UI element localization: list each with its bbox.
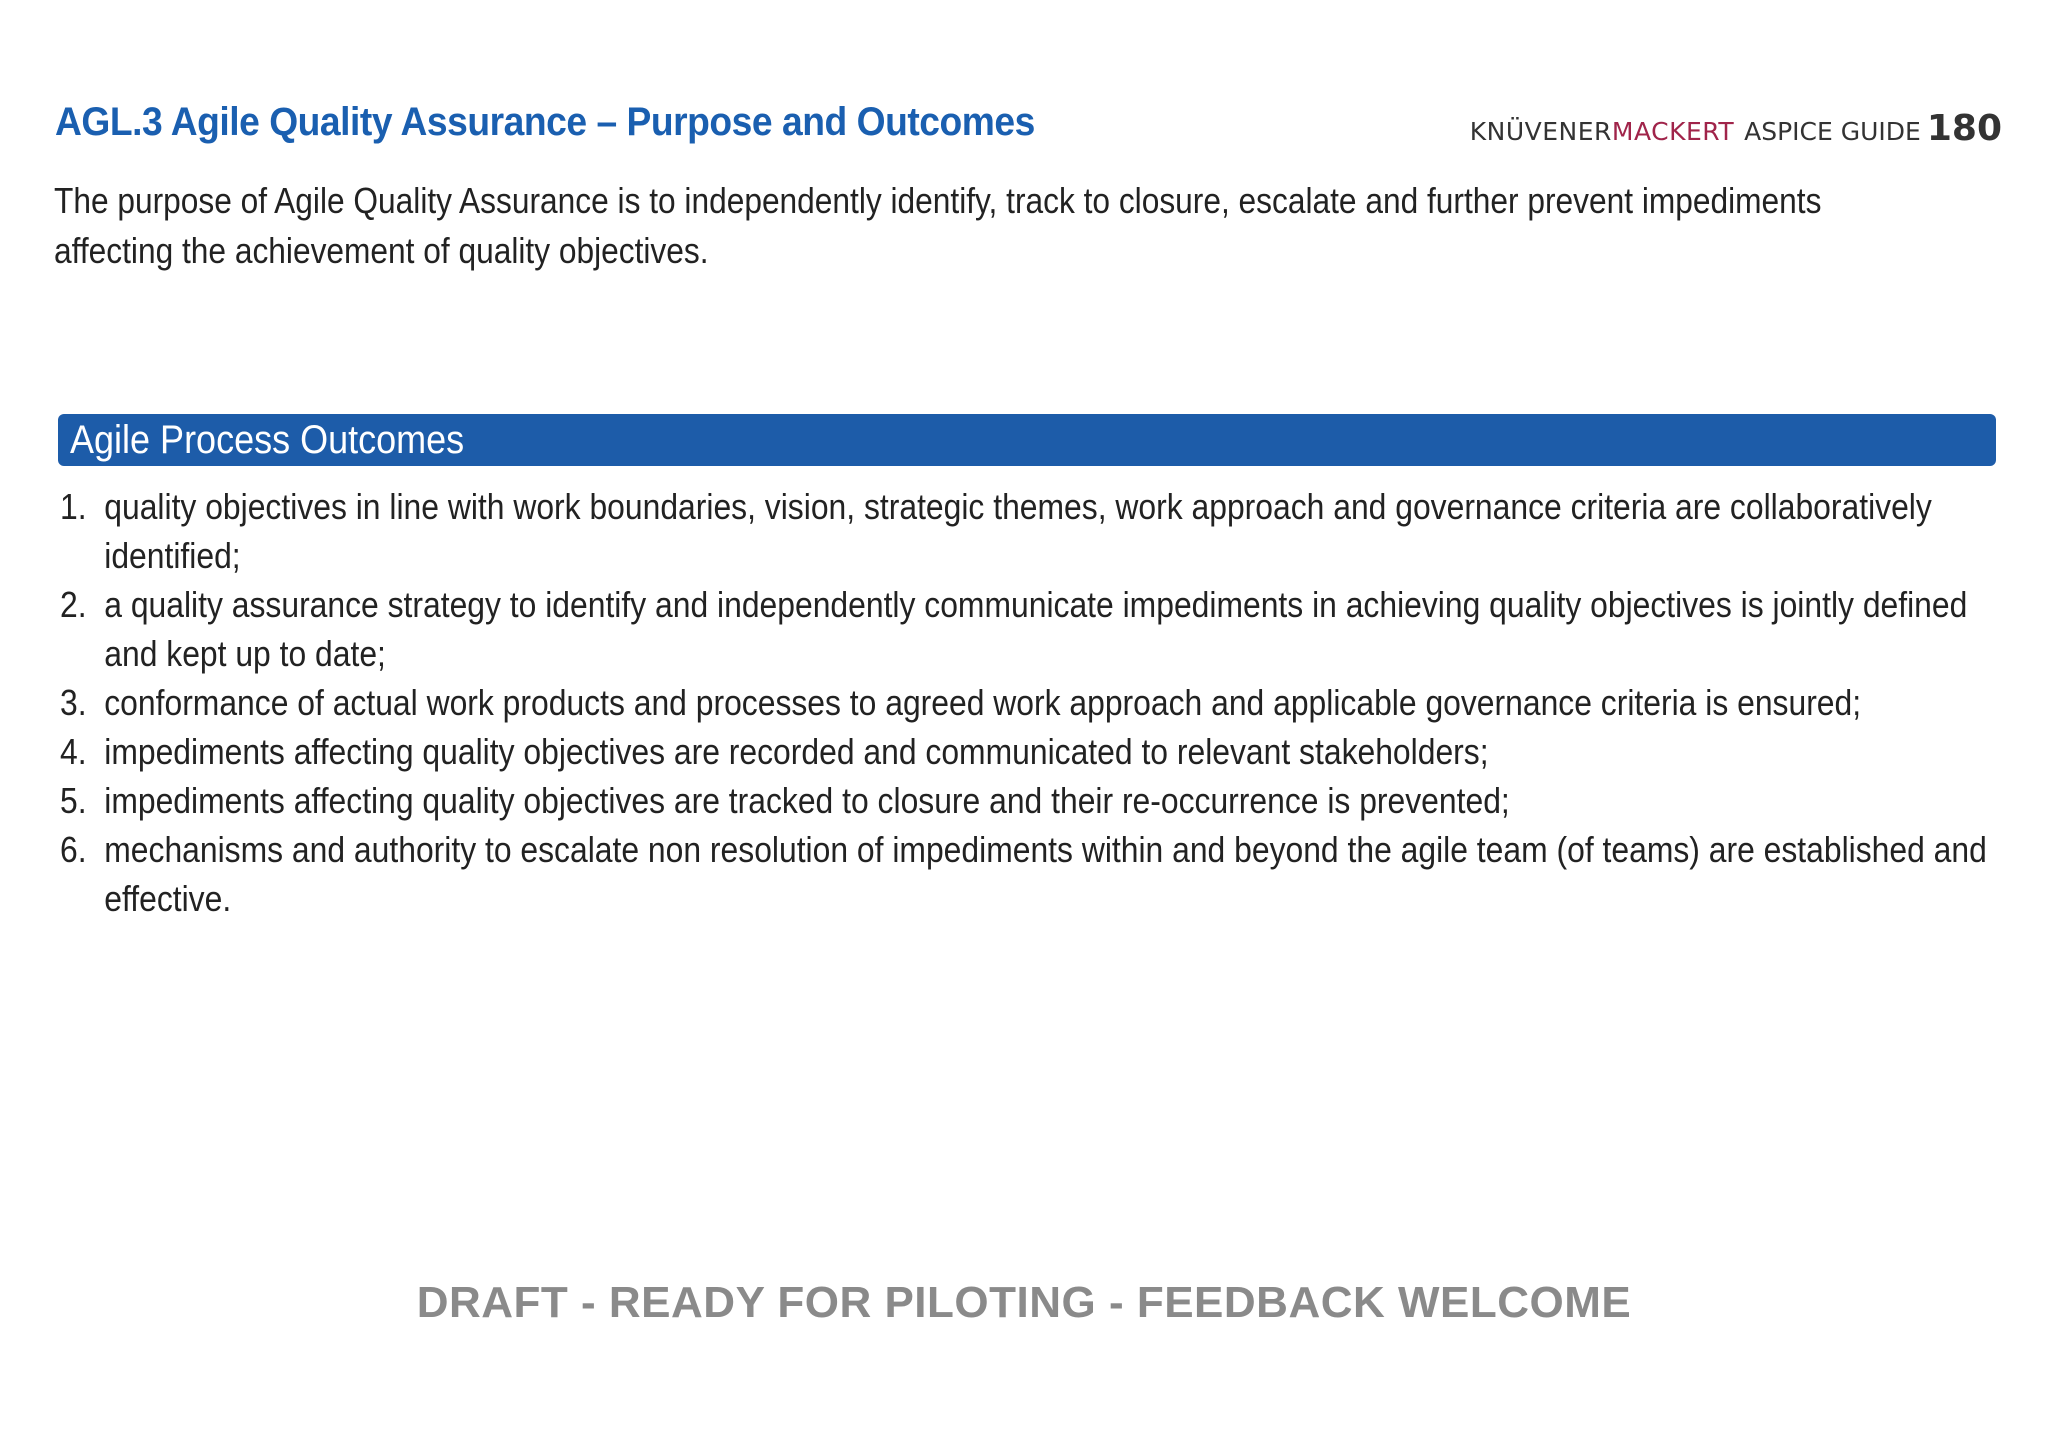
- outcome-item: [60, 580, 1989, 678]
- outcome-text: conformance of actual work products and processes to agreed work approach and applicable governance criteria is ensured;: [104, 682, 1862, 723]
- brand-logo-part2: MACKERT: [1611, 117, 1735, 146]
- outcome-number: 4.: [60, 731, 87, 772]
- brand-guide-label: ASPICE GUIDE: [1744, 117, 1921, 146]
- outcomes-section-title: Agile Process Outcomes: [70, 418, 465, 462]
- outcome-number: 1.: [60, 486, 87, 527]
- outcome-item: [60, 776, 1989, 825]
- outcome-item: [60, 825, 1989, 923]
- outcome-item: [60, 482, 1989, 580]
- brand-logo-part1: KNÜVENER: [1469, 117, 1612, 146]
- outcome-number: 5.: [60, 780, 87, 821]
- outcome-number: 6.: [60, 829, 87, 870]
- brand-header: [1470, 108, 2002, 149]
- outcome-text: mechanisms and authority to escalate non resolution of impediments within and beyond the agile team (of teams) are established and effective.: [104, 829, 1987, 919]
- outcome-text: a quality assurance strategy to identify and independently communicate impediments in achieving quality objectives is jointly defined and kept up to date;: [104, 584, 1968, 674]
- page-number: 180: [1926, 108, 2002, 149]
- page-title: AGL.3 Agile Quality Assurance – Purpose and Outcomes: [55, 100, 1035, 144]
- draft-notice: DRAFT - READY FOR PILOTING - FEEDBACK WELCOME: [416, 1278, 1632, 1327]
- outcomes-list: [60, 482, 1989, 923]
- outcome-number: 2.: [60, 584, 87, 625]
- outcome-number: 3.: [60, 682, 87, 723]
- outcome-item: [60, 678, 1989, 727]
- outcome-text: impediments affecting quality objectives are recorded and communicated to relevant stakeholders;: [104, 731, 1489, 772]
- outcome-text: impediments affecting quality objectives are tracked to closure and their re-occurrence is prevented;: [104, 780, 1510, 821]
- outcome-text: quality objectives in line with work boundaries, vision, strategic themes, work approach and governance criteria are collaboratively identified;: [104, 486, 1932, 576]
- brand-logo: [1470, 117, 1734, 146]
- purpose-paragraph: The purpose of Agile Quality Assurance is to independently identify, track to closure, escalate and further prevent impediments affecting the achievement of quality objectives.: [54, 180, 1822, 271]
- outcomes-section-header: [58, 414, 1996, 466]
- outcome-item: [60, 727, 1989, 776]
